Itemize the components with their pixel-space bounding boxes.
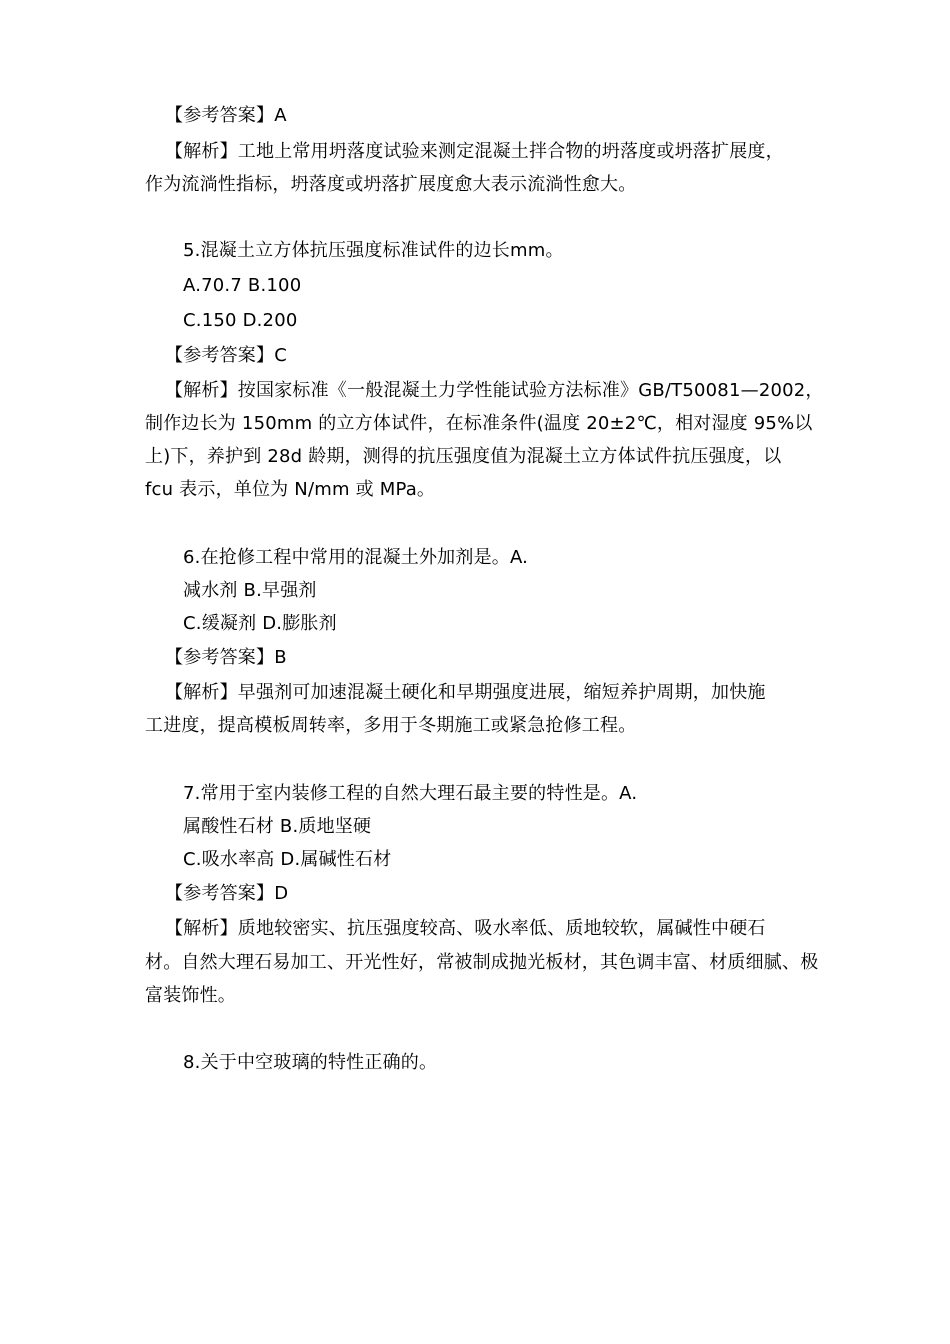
question-5-options-cd: C.150 D.200 — [183, 310, 298, 331]
explanation-7-line-1: 【解析】质地较密实、抗压强度较高、吸水率低、质地较软，属碱性中硬石 — [165, 918, 766, 939]
explanation-4-line-1: 【解析】工地上常用坍落度试验来测定混凝土拌合物的坍落度或坍落扩展度， — [165, 141, 784, 162]
explanation-5-line-1: 【解析】按国家标准《一般混凝土力学性能试验方法标准》GB/T50081—2002， — [165, 380, 824, 401]
question-7: 7.常用于室内装修工程的自然大理石最主要的特性是。A. — [183, 783, 638, 804]
explanation-5-line-3: 上)下，养护到 28d 龄期，测得的抗压强度值为混凝土立方体试件抗压强度，以 — [145, 446, 782, 467]
question-6-options-cd: C.缓凝剂 D.膨胀剂 — [183, 613, 337, 634]
explanation-4-line-2: 作为流淌性指标，坍落度或坍落扩展度愈大表示流淌性愈大。 — [145, 174, 637, 195]
question-5-options-ab: A.70.7 B.100 — [183, 275, 302, 296]
answer-5: 【参考答案】C — [165, 345, 287, 366]
answer-6: 【参考答案】B — [165, 647, 287, 668]
question-8: 8.关于中空玻璃的特性正确的。 — [183, 1052, 438, 1073]
question-6: 6.在抢修工程中常用的混凝土外加剂是。A. — [183, 547, 529, 568]
answer-7: 【参考答案】D — [165, 883, 289, 904]
explanation-7-line-2: 材。自然大理石易加工、开光性好，常被制成抛光板材，其色调丰富、材质细腻、极 — [145, 952, 819, 973]
explanation-5-line-4: fcu 表示，单位为 N/mm 或 MPa。 — [145, 479, 436, 500]
question-6-options-ab: 减水剂 B.早强剂 — [183, 580, 317, 601]
explanation-6-line-2: 工进度，提高模板周转率，多用于冬期施工或紧急抢修工程。 — [145, 715, 637, 736]
question-7-options-cd: C.吸水率高 D.属碱性石材 — [183, 849, 392, 870]
question-7-options-ab: 属酸性石材 B.质地坚硬 — [183, 816, 372, 837]
explanation-5-line-2: 制作边长为 150mm 的立方体试件，在标准条件(温度 20±2℃，相对湿度 95%以 — [145, 413, 813, 434]
answer-4: 【参考答案】A — [165, 105, 287, 126]
question-5: 5.混凝土立方体抗压强度标准试件的边长mm。 — [183, 240, 564, 261]
explanation-6-line-1: 【解析】早强剂可加速混凝土硬化和早期强度进展，缩短养护周期，加快施 — [165, 682, 766, 703]
explanation-7-line-3: 富装饰性。 — [145, 985, 236, 1006]
